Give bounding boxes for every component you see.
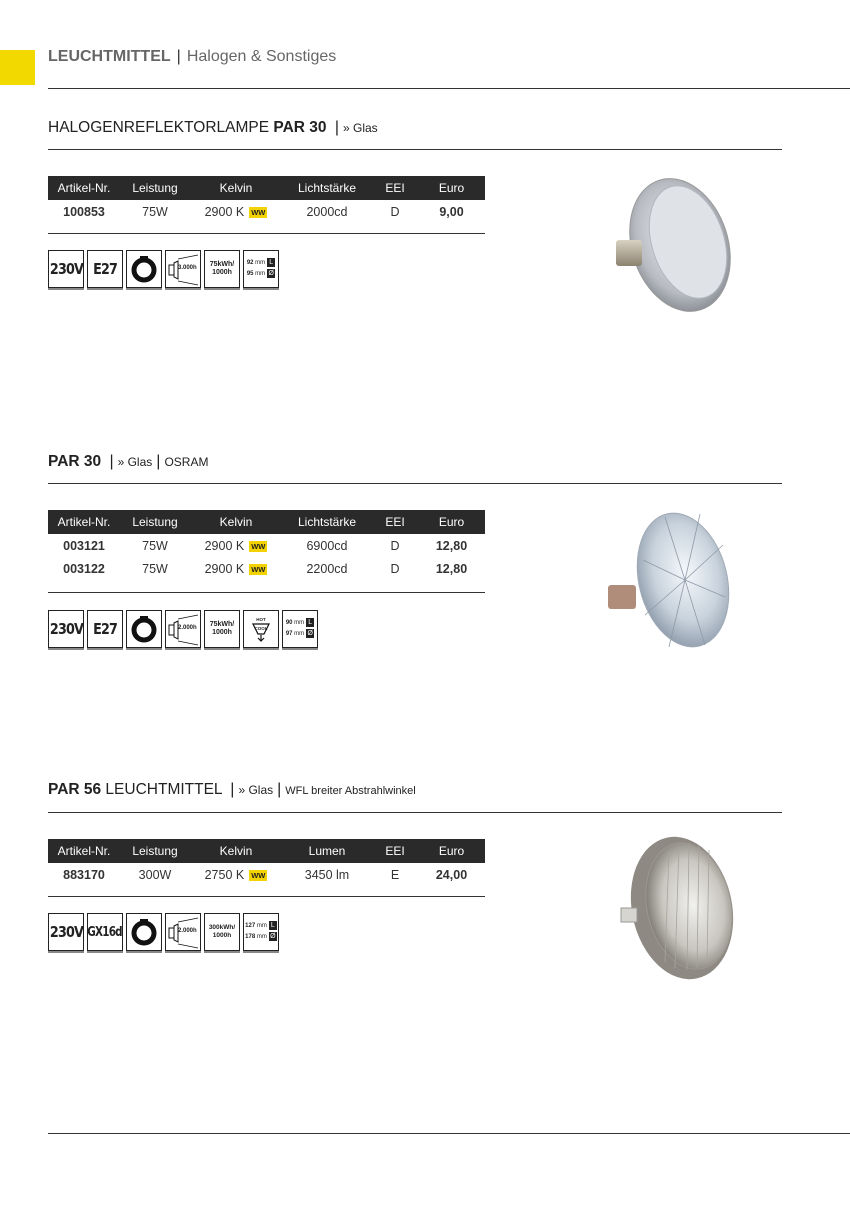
ww-badge: WW <box>251 870 266 880</box>
lifetime-icon: 2.000h <box>165 913 201 951</box>
par30-lamp-image <box>612 170 732 320</box>
table-header: Artikel-Nr. Leistung Kelvin Lumen EEI Euro <box>48 839 485 863</box>
table-bottom-rule <box>48 592 485 593</box>
product-table <box>48 176 485 223</box>
socket-icon: E27 <box>87 250 123 288</box>
socket-icon: GX16d <box>87 913 123 951</box>
header-category: LEUCHTMITTEL <box>48 48 171 65</box>
section-rule <box>48 149 782 150</box>
par56-lamp-image <box>617 830 737 985</box>
section-rule <box>48 812 782 813</box>
voltage-icon: 230V <box>48 610 84 648</box>
product-table <box>48 510 485 580</box>
energy-icon: 300kWh/ 1000h <box>204 913 240 951</box>
product-table <box>48 839 485 886</box>
spec-icons <box>48 610 318 648</box>
lifetime-icon: 2.000h <box>165 610 201 648</box>
table-header: Artikel-Nr. Leistung Kelvin Lichtstärke EEI Euro <box>48 510 485 534</box>
header-separator: | <box>176 48 181 65</box>
table-bottom-rule <box>48 233 485 234</box>
dimmable-icon <box>126 250 162 288</box>
table-row: 100853 75W 2900 K WW 2000cd D 9,00 <box>63 204 464 219</box>
section-title: HALOGENREFLEKTORLAMPE PAR 30 | » Glas <box>48 119 378 136</box>
lifetime-icon: 3.000h <box>165 250 201 288</box>
socket-icon: E27 <box>87 610 123 648</box>
ww-badge: WW <box>251 207 266 217</box>
dimensions-icon: 92 mm L 95 mm Ø <box>243 250 279 288</box>
accent-block <box>0 50 35 85</box>
header-rule <box>48 88 850 89</box>
voltage-icon: 230V <box>48 250 84 288</box>
dimmable-icon <box>126 913 162 951</box>
dimensions-icon: 127 mm L 178 mm Ø <box>243 913 279 951</box>
table-row: 003121 75W 2900 K WW 6900cd D 12,80 <box>63 538 468 553</box>
table-row: 003122 75W 2900 K WW 2200cd D 12,80 <box>63 561 468 576</box>
energy-icon: 75kWh/ 1000h <box>204 610 240 648</box>
ww-badge: WW <box>251 564 266 574</box>
table-header: Artikel-Nr. Leistung Kelvin Lichtstärke EEI Euro <box>48 176 485 200</box>
cool-beam-icon: HOT COOL <box>243 610 279 648</box>
energy-icon: 75kWh/ 1000h <box>204 250 240 288</box>
par30-osram-lamp-image <box>605 505 735 655</box>
ww-badge: WW <box>251 541 266 551</box>
dimensions-icon: 90 mm L 97 mm Ø <box>282 610 318 648</box>
footer-rule <box>48 1133 850 1134</box>
voltage-icon: 230V <box>48 913 84 951</box>
header-subcategory: Halogen & Sonstiges <box>186 48 337 65</box>
section-title: PAR 56 LEUCHTMITTEL | » Glas | WFL breiter Abstrahlwinkel <box>48 781 416 798</box>
spec-icons <box>48 250 279 288</box>
table-bottom-rule <box>48 896 485 897</box>
spec-icons <box>48 913 279 951</box>
section-title: PAR 30 | » Glas | OSRAM <box>48 453 209 470</box>
dimmable-icon <box>126 610 162 648</box>
section-rule <box>48 483 782 484</box>
table-row: 883170 300W 2750 K WW 3450 lm E 24,00 <box>63 867 468 882</box>
page-header <box>48 48 336 66</box>
